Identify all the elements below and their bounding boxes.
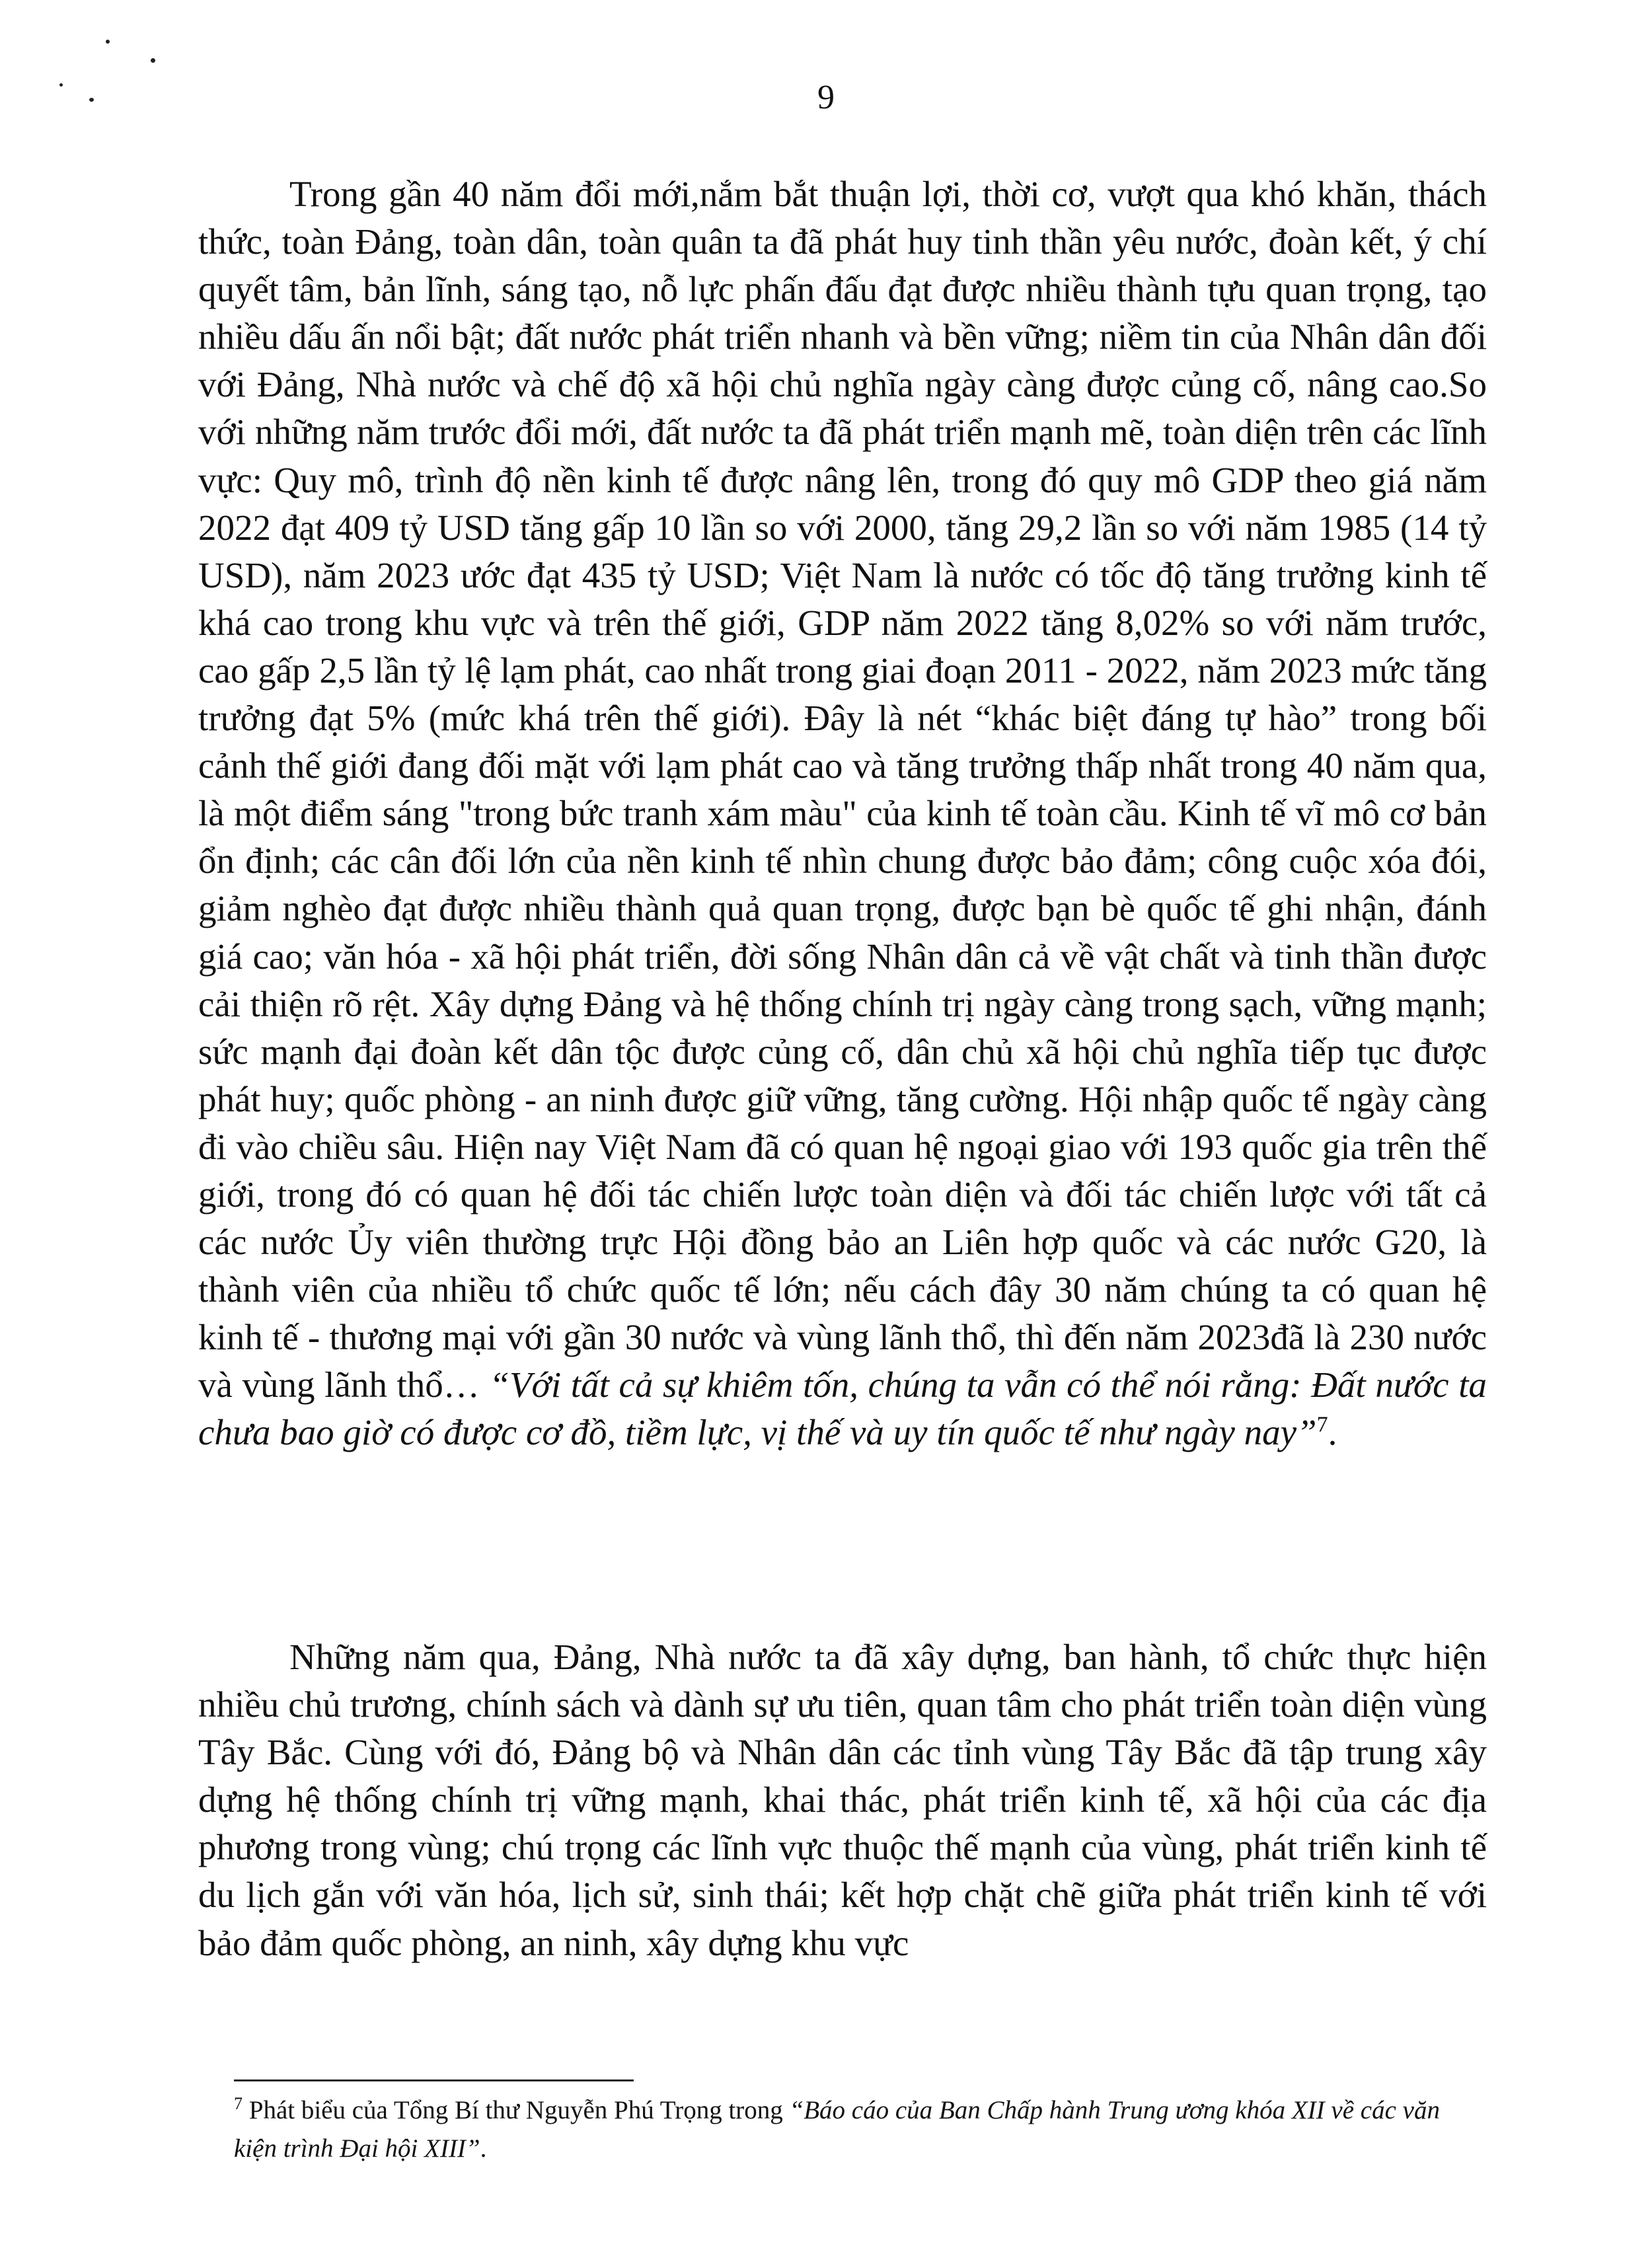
scan-speck — [151, 58, 155, 63]
paragraph-text: Trong gần 40 năm đổi mới,nắm bắt thuận lợi, thời cơ, vượt qua khó khăn, thách thức, toàn Đảng, toàn dân, toàn quân ta đã phát huy tinh thần yêu nước, đoàn kết, ý chí quyết tâm, bản lĩnh, sáng tạo, nỗ lực phấn đấu đạt được nhiều thành tựu quan trọng, tạo nhiều dấu ấn nổi bật; đất nước phát triển nhanh và bền vững; niềm tin của Nhân dân đối với Đảng, Nhà nước và chế độ xã hội chủ nghĩa ngày càng được củng cố, nâng cao.So với những năm trước đổi mới, đất nước ta đã phát triển mạnh mẽ, toàn diện trên các lĩnh vực: Quy mô, trình độ nền kinh tế được nâng lên, trong đó quy mô GDP theo giá năm 2022 đạt 409 tỷ USD tăng gấp 10 lần so với 2000, tăng 29,2 lần so với năm 1985 (14 tỷ USD), năm 2023 ước đạt 435 tỷ USD; Việt Nam là nước có tốc độ tăng trưởng kinh tế khá cao trong khu vực và trên thế giới, GDP năm 2022 tăng 8,02% so với năm trước, cao gấp 2,5 lần tỷ lệ lạm phát, cao nhất trong giai đoạn 2011 - 2022, năm 2023 mức tăng trưởng đạt 5% (mức khá trên thế giới). Đây là nét “khác biệt đáng tự hào” trong bối cảnh thế giới đang đối mặt với lạm phát cao và tăng trưởng thấp nhất trong 40 năm qua, là một điểm sáng "trong bức tranh xám màu" của kinh tế toàn cầu. Kinh tế vĩ mô cơ bản ổn định; các cân đối lớn của nền kinh tế nhìn chung được bảo đảm; công cuộc xóa đói, giảm nghèo đạt được nhiều thành quả quan trọng, được bạn bè quốc tế ghi nhận, đánh giá cao; văn hóa - xã hội phát triển, đời sống Nhân dân cả về vật chất và tinh thần được cải thiện rõ rệt. Xây dựng Đảng và hệ thống chính trị ngày càng trong sạch, vững mạnh; sức mạnh đại đoàn kết dân tộc được củng cố, dân chủ xã hội chủ nghĩa tiếp tục được phát huy; quốc phòng - an ninh được giữ vững, tăng cường. Hội nhập quốc tế ngày càng đi vào chiều sâu. Hiện nay Việt Nam đã có quan hệ ngoại giao với 193 quốc gia trên thế giới, trong đó có quan hệ đối tác chiến lược toàn diện và đối tác chiến lược với tất cả các nước Ủy viên thường trực Hội đồng bảo an Liên hợp quốc và các nước G20, là thành viên của nhiều tổ chức quốc tế lớn; nếu cách đây 30 năm chúng ta có quan hệ kinh tế - thương mại với gần 30 nước và vùng lãnh thổ, thì đến năm 2023đã là 230 nước và vùng lãnh thổ… — [198, 174, 1487, 1405]
scan-speck — [106, 40, 110, 44]
paragraph-text: Những năm qua, Đảng, Nhà nước ta đã xây dựng, ban hành, tổ chức thực hiện nhiều chủ trương, chính sách và dành sự ưu tiên, quan tâm cho phát triển toàn diện vùng Tây Bắc. Cùng với đó, Đảng bộ và Nhân dân các tỉnh vùng Tây Bắc đã tập trung xây dựng hệ thống chính trị vững mạnh, khai thác, phát triển kinh tế, xã hội của các địa phương trong vùng; chú trọng các lĩnh vực thuộc thế mạnh của vùng, phát triển kinh tế du lịch gắn với văn hóa, lịch sử, sinh thái; kết hợp chặt chẽ giữa phát triển kinh tế với bảo đảm quốc phòng, an ninh, xây dựng khu vực — [198, 1637, 1487, 1963]
quotation: “Với tất cả sự khiêm tốn, chúng ta vẫn có thể nói rằng: Đất nước ta chưa bao giờ có được cơ đồ, tiềm lực, vị thế và uy tín quốc tế như ngày nay” — [198, 1365, 1487, 1453]
footnote-end: . — [480, 2134, 487, 2163]
footnote-number: 7 — [234, 2094, 243, 2113]
footnote-divider — [234, 2079, 634, 2081]
paragraph-end: . — [1328, 1412, 1337, 1453]
footnote-source-title: “Báo cáo của Ban Chấp hành Trung ương khóa XII về các văn kiện trình Đại hội XIII” — [234, 2096, 1440, 2163]
footnote — [234, 2091, 1483, 2168]
footnote-reference[interactable]: 7 — [1316, 1413, 1328, 1438]
footnote-text: Phát biểu của Tổng Bí thư Nguyễn Phú Trọng trong — [243, 2096, 790, 2124]
paragraph-achievements — [198, 170, 1487, 1457]
page-number: 9 — [817, 79, 835, 116]
paragraph-northwest-region — [198, 1633, 1487, 1967]
